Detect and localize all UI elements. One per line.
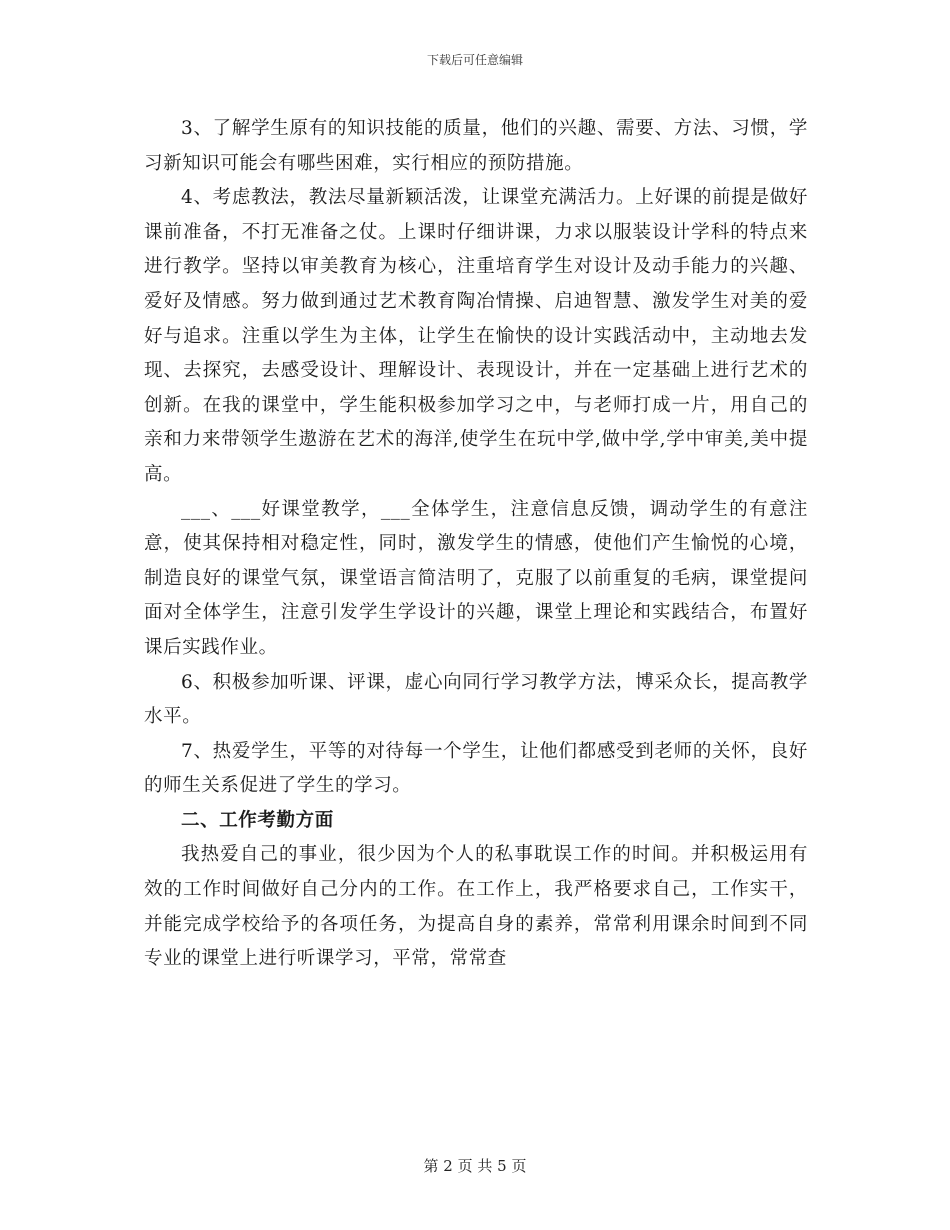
paragraph-item-4: 4、考虑教法，教法尽量新颖活泼，让课堂充满活力。上好课的前提是做好课前准备，不打无准备之仗。上课时仔细讲课，力求以服装设计学科的特点来进行教学。坚持以审美教育为核心，注重培育学生对设计及动手能力的兴趣、爱好及情感。努力做到通过艺术教育陶冶情操、启迪智慧、激发学生对美的爱好与追求。注重以学生为主体，让学生在愉快的设计实践活动中，主动地去发现、去探究，去感受设计、理解设计、表现设计，并在一定基础上进行艺术的创新。在我的课堂中，学生能积极参加学习之中，与老师打成一片，用自己的亲和力来带领学生遨游在艺术的海洋,使学生在玩中学,做中学,学中审美,美中提高。 (144, 187, 808, 485)
paragraph-item-5: ___、___好课堂教学，___全体学生，注意信息反馈，调动学生的有意注意，使其保持相对稳定性，同时，激发学生的情感，使他们产生愉悦的心境，制造良好的课堂气氛，课堂语言简洁明了，克服了以前重复的毛病，课堂提问面对全体学生，注意引发学生学设计的兴趣，课堂上理论和实践结合，布置好课后实践作业。 (144, 498, 808, 658)
paragraph-item-6: 6、积极参加听课、评课，虚心向同行学习教学方法，博采众长，提高教学水平。 (144, 671, 808, 728)
paragraph-item-3: 3、了解学生原有的知识技能的质量，他们的兴趣、需要、方法、习惯，学习新知识可能会有哪些困难，实行相应的预防措施。 (144, 118, 808, 174)
page-header: 下载后可任意编辑 (426, 53, 523, 67)
section-heading-attendance: 二、工作考勤方面 (181, 809, 334, 831)
page-number-footer: 第 2 页 共 5 页 (423, 1157, 527, 1175)
document-body (144, 112, 808, 977)
paragraph-item-7: 7、热爱学生，平等的对待每一个学生，让他们都感受到老师的关怀，良好的师生关系促进了学生的学习。 (144, 740, 808, 797)
paragraph-attendance: 我热爱自己的事业，很少因为个人的私事耽误工作的时间。并积极运用有效的工作时间做好自己分内的工作。在工作上，我严格要求自己，工作实干，并能完成学校给予的各项任务，为提高自身的素养，常常利用课余时间到不同专业的课堂上进行听课学习，平常，常常查 (144, 844, 808, 970)
